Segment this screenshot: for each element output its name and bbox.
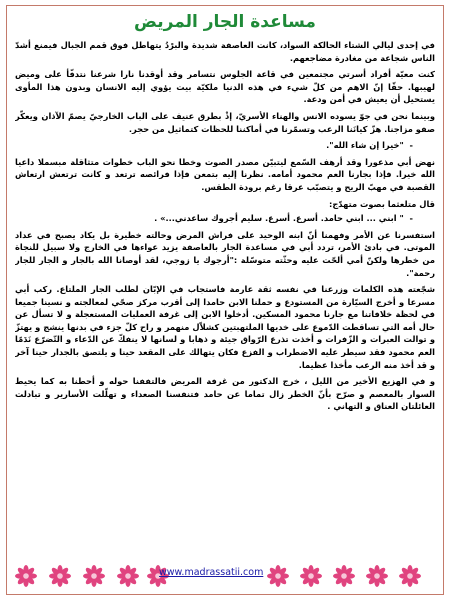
- pink-flower-icon: [267, 565, 289, 587]
- story-text: [15, 39, 435, 554]
- paragraph-7: شجّعته هذه الكلمات وزرعنا في نفسه ثقة عارمة فاستجاب في الإبّان لطلب الجار الملتاع. ركب أبي مسرعا و أخرج السيّارة من المستودع و حملنا الابن حامدا إلى أقرب مركز صحّي لمعالجته و نسينا جميعا في لحظة خلافاتنا مع جارنا محمود المسكين. أدخلوا الابن إلى غرفة العمليات المستعجلة و لا تسأل عن حال أمه التي تساقطت الدّموع على خديها الملتهبتين كشلاّل منهمر و راح كلّ جزء في بدنها ينشج و يهتزّ و توالت العبرات و الزّفرات و أخذت تذرع الرّواق جيئة و ذهابا و لسانها لا ينفكّ عن الدّعاء و التّضرّع نَدَمًا العم محمود فقد سيطر عليه الاضطراب و الفزع فكان يتهالك على المقعد حينا و يلتصق بالجدار حينا آخر و قد أخذ منه الرعب مأخذا عظيما.: [15, 284, 435, 370]
- quote-line-1: - "خيرا إن شاء الله".: [326, 140, 413, 151]
- footer-decoration: [7, 563, 443, 589]
- worksheet-page: [6, 5, 444, 595]
- pink-flower-icon: [399, 565, 421, 587]
- pink-flower-icon: [300, 565, 322, 587]
- pink-flower-icon: [366, 565, 388, 587]
- quote-text-1: "خيرا إن شاء الله".: [326, 140, 404, 151]
- page-title: مساعدة الجار المريض: [134, 12, 316, 32]
- pink-flower-icon: [49, 565, 71, 587]
- paragraph-2: كنت معيّة أفراد أسرتي مجتمعين في قاعة الجلوس نتسامر وقد أوقدنا نارا شرعنا نتدفّأ على وميض لهيبها. حقّا إنّ الاهم من كلّ شيء في هذه الدنيا ملكيّة بيت يؤوي إليه الانسان وبدون هذا المأوى يستحيل أن يعيش في أمن ودعة.: [15, 69, 435, 105]
- pink-flower-icon: [333, 565, 355, 587]
- paragraph-6: استفسرنا عن الأمر وفهمنا أنّ ابنه الوحيد على فراش المرض وحالته خطيرة بل يكاد يصبح في عداد الموتى. في بادئ الأمر، تردد أبي في مساعدة الجار بالعاصفة يزيد عواءها في الخارج ولا سبيل للنجاة من خطرها ولكنّ أمي ألحّت عليه وحثّته متوسّلة :"أرجوك يا زوجي، لقد أوصانا الله بالجار و الجار للجار رحمة".: [15, 229, 435, 278]
- pink-flower-icon: [15, 565, 37, 587]
- paragraph-5: قال متلعثما بصوت متهدّج:: [329, 198, 435, 209]
- paragraph-4: نهض أبي مذعورا وقد أرهف السّمع ليتبيّن مصدر الصوت وخطا نحو الباب خطوات متثاقلة مبسملا داعيا الله خيرا. فإذا بجارنا العم محمود أمامه. نظرنا إليه بتمعن فإذا فرائصه ترتعد و كانت ترتعش ارتعاش القصبة في مهبّ الريح و يتصبّب عرقا رغم برودة الطقس.: [15, 156, 435, 192]
- paragraph-3: وبينما نحن في جوّ يسوده الانس والهناء الأسريّ، إذْ بطرق عنيف على الباب الخارجيّ يصمّ الآذان ويعكّر صفو مزاجنا. هزّ كيانَنا الرعب وتسمّرنا في أماكننا للحظات كتماثيل من حجر.: [15, 110, 435, 134]
- quote-line-2: - " ابني ... ابني حامد. أسرع. أسرع. سليم أجروك ساعدني...» .: [154, 213, 413, 224]
- paragraph-1: في إحدى ليالي الشتاء الحالكة السواد، كانت العاصفة شديدة والبرْدُ يتهاطل فوق قمم الجبال فيمنع أشدّ الناس شجاعة من مغادرة مضاجعهم.: [15, 40, 435, 63]
- quote-text-2: " ابني ... ابني حامد. أسرع. أسرع. سليم أجروك ساعدني...» .: [154, 213, 404, 224]
- pink-flower-icon: [117, 565, 139, 587]
- website-link[interactable]: www.madrassatii.com: [159, 567, 264, 578]
- paragraph-8: و في الهزيع الأخير من الليل ، خرج الدكتور من غرفة المريض فالتففنا حوله و أحطنا به كما يحيط السوار بالمعصم و صرّح بأنّ الخطر زال تماما عن حامد فتنفسنا الصعداء و تهلّلت الأسارير و تبادلت العائلتان العناق و التهاني .: [15, 376, 435, 412]
- pink-flower-icon: [83, 565, 105, 587]
